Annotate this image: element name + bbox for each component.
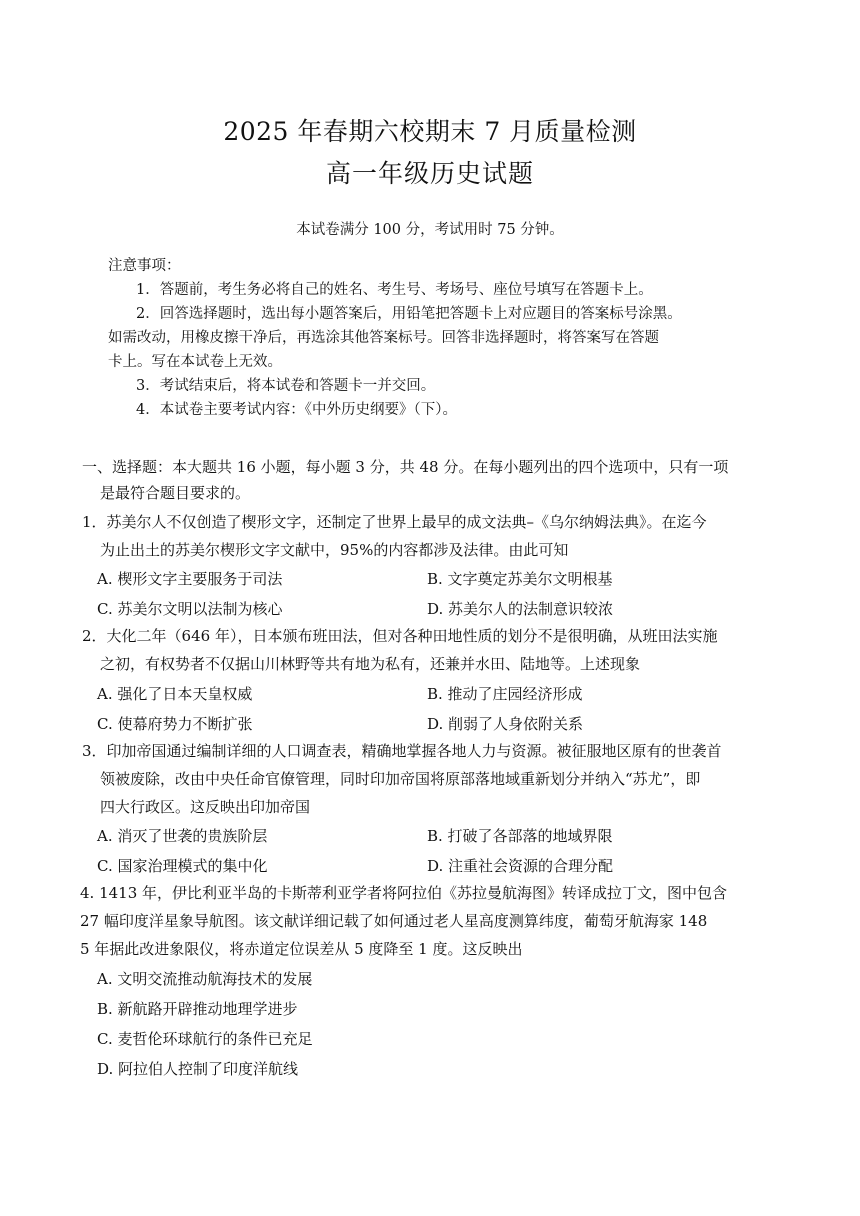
section-line: 是最符合题目要求的。 xyxy=(100,484,251,502)
option-b[interactable]: B. 打破了各部落的地域界限 xyxy=(427,827,613,845)
notes-item: 3．考试结束后，将本试卷和答题卡一并交回。 xyxy=(136,378,436,394)
option-a[interactable]: A. 楔形文字主要服务于司法 xyxy=(97,570,283,588)
question-line: 3．印加帝国通过编制详细的人口调查表，精确地掌握各地人力与资源。被征服地区原有的世袭首 xyxy=(82,742,722,760)
option-d[interactable]: D. 苏美尔人的法制意识较浓 xyxy=(427,600,614,618)
option-b[interactable]: B. 文字奠定苏美尔文明根基 xyxy=(427,570,613,588)
option-d[interactable]: D. 阿拉伯人控制了印度洋航线 xyxy=(97,1060,299,1078)
option-d[interactable]: D. 削弱了人身依附关系 xyxy=(427,715,584,733)
question-1 xyxy=(82,508,782,564)
exam-info: 本试卷满分 100 分，考试用时 75 分钟。 xyxy=(296,222,564,238)
notes-heading: 注意事项： xyxy=(108,258,181,274)
notes-item: 卡上。写在本试卷上无效。 xyxy=(108,354,282,370)
option-c[interactable]: C. 使幕府势力不断扩张 xyxy=(97,715,253,733)
option-a[interactable]: A. 强化了日本天皇权威 xyxy=(97,685,253,703)
exam-title: 2025 年春期六校期末 7 月质量检测 xyxy=(223,117,637,146)
notes-item: 如需改动，用橡皮擦干净后，再选涂其他答案标号。回答非选择题时，将答案写在答题 xyxy=(108,330,659,346)
option-c[interactable]: C. 苏美尔文明以法制为核心 xyxy=(97,600,283,618)
option-c[interactable]: C. 麦哲伦环球航行的条件已充足 xyxy=(97,1030,313,1048)
option-b[interactable]: B. 新航路开辟推动地理学进步 xyxy=(97,1000,298,1018)
notes-item: 1．答题前，考生务必将自己的姓名、考生号、考场号、座位号填写在答题卡上。 xyxy=(136,282,653,298)
question-4 xyxy=(80,879,780,963)
question-line: 1．苏美尔人不仅创造了楔形文字，还制定了世界上最早的成文法典–《乌尔纳姆法典》。在迄今 xyxy=(82,513,707,531)
section-heading xyxy=(82,454,782,506)
question-line: 2．大化二年（646 年），日本颁布班田法，但对各种田地性质的划分不是很明确，从班田法实施 xyxy=(82,627,718,645)
question-line: 为止出土的苏美尔楔形文字文献中，95%的内容都涉及法律。由此可知 xyxy=(100,541,569,559)
option-b[interactable]: B. 推动了庄园经济形成 xyxy=(427,685,583,703)
option-a[interactable]: A. 文明交流推动航海技术的发展 xyxy=(97,970,313,988)
exam-subtitle: 高一年级历史试题 xyxy=(325,159,534,188)
question-3 xyxy=(82,737,782,821)
question-line: 27 幅印度洋星象导航图。该文献详细记载了如何通过老人星高度测算纬度，葡萄牙航海家 148 xyxy=(80,912,708,930)
option-a[interactable]: A. 消灭了世袭的贵族阶层 xyxy=(97,827,268,845)
notes-item: 4．本试卷主要考试内容：《中外历史纲要》（下）。 xyxy=(136,402,457,418)
question-2 xyxy=(82,622,782,678)
question-line: 四大行政区。这反映出印加帝国 xyxy=(100,798,311,816)
notes-block xyxy=(108,254,768,422)
option-d[interactable]: D. 注重社会资源的合理分配 xyxy=(427,857,614,875)
notes-item: 2．回答选择题时，选出每小题答案后，用铅笔把答题卡上对应题目的答案标号涂黑。 xyxy=(136,306,682,322)
question-line: 领被废除，改由中央任命官僚管理，同时印加帝国将原部落地域重新划分并纳入“苏尤”，即 xyxy=(100,770,701,788)
section-line: 一、选择题：本大题共 16 小题，每小题 3 分，共 48 分。在每小题列出的四个选项中，只有一项 xyxy=(82,458,729,476)
option-c[interactable]: C. 国家治理模式的集中化 xyxy=(97,857,268,875)
question-line: 5 年据此改进象限仪，将赤道定位误差从 5 度降至 1 度。这反映出 xyxy=(80,940,523,958)
question-line: 之初，有权势者不仅据山川林野等共有地为私有，还兼并水田、陆地等。上述现象 xyxy=(100,655,641,673)
question-line: 4. 1413 年，伊比利亚半岛的卡斯蒂利亚学者将阿拉伯《苏拉曼航海图》转译成拉丁文，图中包含 xyxy=(80,884,728,902)
